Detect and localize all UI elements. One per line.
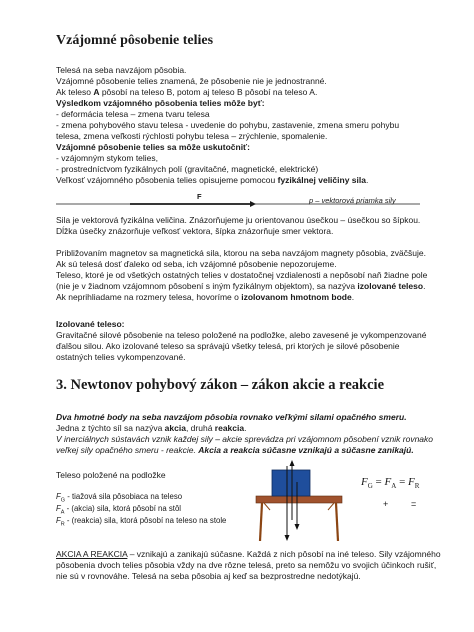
text-line: Dĺžka úsečky znázorňuje veľkosť vektora, šípka znázorňuje smer vektora. <box>56 226 334 236</box>
text-line: pôsobenia dvoch telies pôsobia vždy na dve rôzne telesá, preto sa nemôžu vo svojich účinkoch rušiť, <box>56 560 437 570</box>
law-statement: Dva hmotné body na seba navzájom pôsobia rovnako veľkými silami opačného smeru. <box>56 412 407 422</box>
table-brace <box>328 503 334 510</box>
isolated-heading: Izolované teleso: <box>56 319 125 329</box>
vector-line-label: p – vektorová priamka sily <box>309 196 396 205</box>
text-line: Teleso, ktoré je od všetkých ostatných telies v dostatočnej vzdialenosti a nepôsobí naň žiadne pole <box>56 270 428 280</box>
section-heading: 3. Newtonov pohybový zákon – zákon akcie a reakcie <box>56 377 385 393</box>
text-line: Gravitačné silové pôsobenie na teleso položené na podložke, alebo zavesené je vykompenzované <box>56 330 427 340</box>
legend-item: $F_G$ - tiažová sila pôsobiaca na teleso <box>56 492 183 504</box>
arrow-down-icon <box>285 535 290 541</box>
legend-item: $F_A$ - (akcia) sila, ktorá pôsobí na stôl <box>56 504 182 516</box>
text-line: telesa, zmena veľkosti rýchlosti pohybu telesa – zrýchlenie, spomalenie. <box>56 131 328 141</box>
text-line: Veľkosť vzájomného pôsobenia telies opisujeme pomocou fyzikálnej veličiny sila. <box>56 175 369 185</box>
text-line: Ak sú telesá dosť ďaleko od seba, ich vzájomné pôsobenie nepozorujeme. <box>56 259 337 269</box>
figure-caption: Teleso položené na podložke <box>56 470 166 480</box>
text-line: V inerciálnych sústavách vznik každej sily – akcie sprevádza pri vzájomnom pôsobení vznik rovnako <box>56 434 434 444</box>
text-line: Ak teleso A pôsobí na teleso B, potom aj teleso B pôsobí na teleso A. <box>56 87 318 97</box>
plus-sign: + <box>383 499 389 509</box>
text-line: Sila je vektorová fyzikálna veličina. Znázorňujeme ju orientovanou úsečkou – úsečkou so šípkou. <box>56 215 421 225</box>
text-line: ďalšou silou. Ako izolované teleso sa správajú všetky telesá, pri ktorých je silové pôsobenie <box>56 341 400 351</box>
table-top <box>256 496 342 503</box>
text-line: veľkej sily opačného smeru - reakcie. Akcia a reakcia súčasne vznikajú a súčasne zanikajú. <box>56 445 414 455</box>
text-line: Jedna z týchto síl sa nazýva akcia, druhá reakcia. <box>56 423 247 433</box>
page-title: Vzájomné pôsobenie telies <box>56 33 214 48</box>
force-equation: $F_G = F_A = F_R$ <box>361 476 420 491</box>
arrow-up-icon <box>290 460 295 466</box>
text-line: Ak neprihliadame na rozmery telesa, hovoríme o izolovanom hmotnom bode. <box>56 292 355 302</box>
equals-sign: = <box>411 499 417 509</box>
table-brace <box>264 503 270 510</box>
table-leg <box>260 503 262 541</box>
text-line: Telesá na seba navzájom pôsobia. <box>56 65 187 75</box>
force-label: F <box>197 192 202 201</box>
text-line: AKCIA A REAKCIA – vznikajú a zanikajú súčasne. Každá z nich pôsobí na iné teleso. Sily vzájomného <box>56 549 441 559</box>
text-line: ostatných telies vykompenzované. <box>56 352 186 362</box>
text-line: - vzájomným stykom telies, <box>56 153 159 163</box>
arrow-down-icon <box>295 524 300 530</box>
text-line: (nie je v žiadnom vzájomnom pôsobení s iným fyzikálnym objektom), sa nazýva izolované teleso. <box>56 281 426 291</box>
body-block <box>272 470 310 496</box>
text-line: Približovaním magnetov sa magnetická sila, ktorou na seba navzájom magnety pôsobia, zväčšuje. <box>56 248 426 258</box>
text-line: - prostredníctvom fyzikálnych polí (gravitačné, magnetické, elektrické) <box>56 164 319 174</box>
text-line: nie sú v rovnováhe. Telesá na seba pôsobia aj keď sa bezprostredne nedotýkajú. <box>56 571 361 581</box>
legend-item: $F_R$ - (reakcia) sila, ktorá pôsobí na teleso na stole <box>56 516 227 528</box>
text-line: - zmena pohybového stavu telesa - uvedenie do pohybu, zastavenie, zmena smeru pohybu <box>56 120 400 130</box>
results-heading: Výsledkom vzájomného pôsobenia telies môže byť: <box>56 98 265 108</box>
table-leg <box>336 503 338 541</box>
text-line: - deformácia telesa – zmena tvaru telesa <box>56 109 210 119</box>
text-line: Vzájomné pôsobenie telies znamená, že pôsobenie nie je jednostranné. <box>56 76 327 86</box>
ways-heading: Vzájomné pôsobenie telies sa môže uskutočniť: <box>56 142 250 152</box>
